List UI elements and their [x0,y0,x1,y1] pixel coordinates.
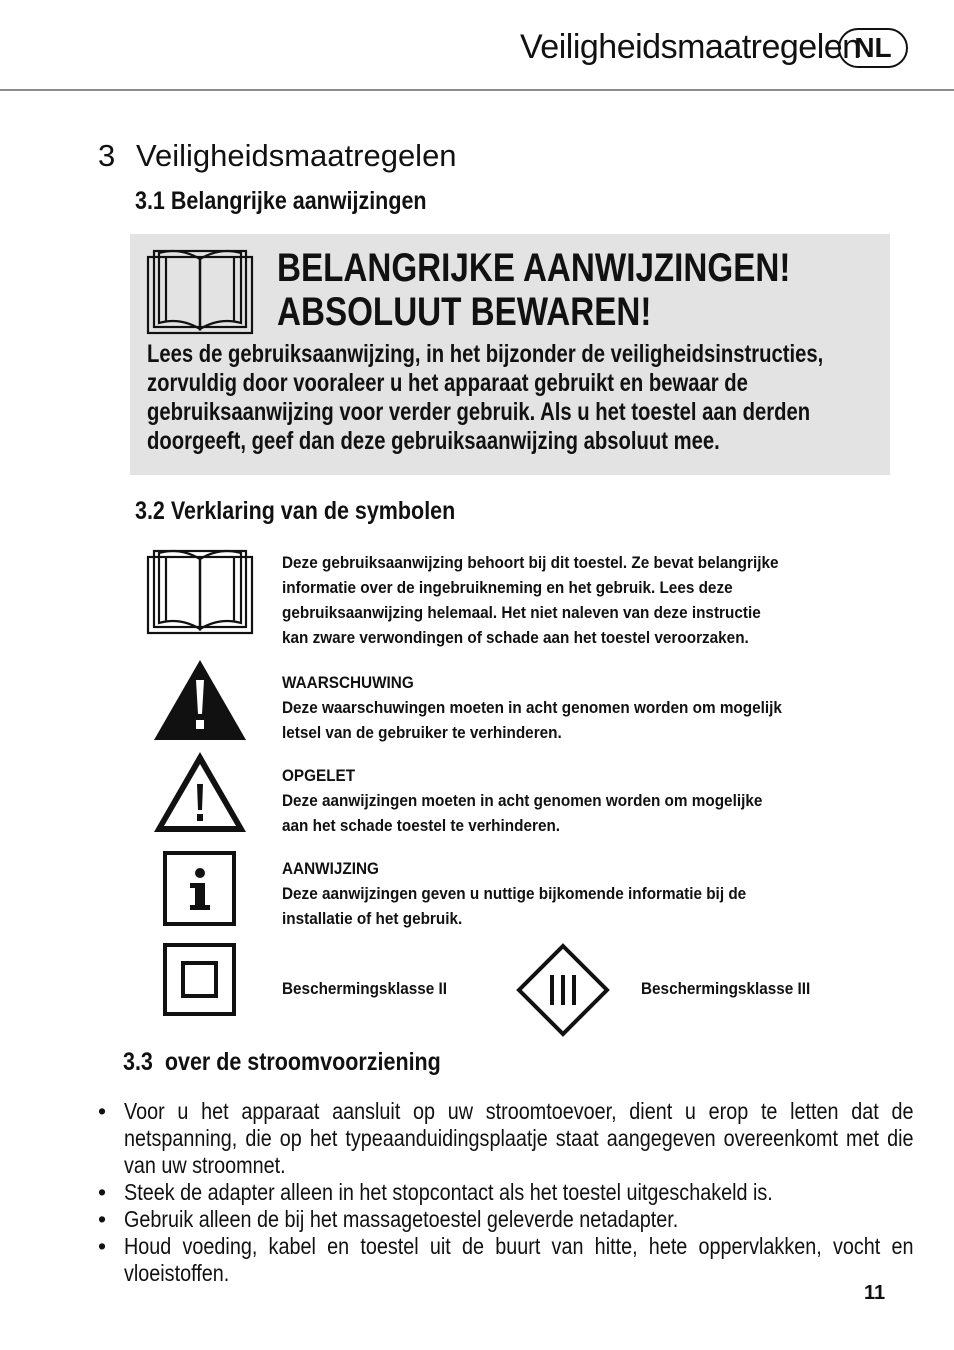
warning-filled-icon [152,658,248,742]
book-icon [146,245,254,335]
symbol-text-line: letsel van de gebruiker te verhinderen. [282,723,562,742]
notice-body [147,340,954,456]
symbol-description-warning [282,670,837,745]
protection-label: Beschermingsklasse II [282,979,447,998]
list-item-text: • Voor u het apparaat aansluit op uw stroomtoevoer, dient u erop te letten dat de netspanning, die op het typeaanduidingsplaatje staat aangegeven overeenkomt met die van uw stroomnet. [124,1098,914,1178]
header-divider [0,89,954,91]
subsection-number: 3.3 [123,1048,153,1076]
notice-title [277,246,896,334]
section-number: 3 [98,138,116,173]
subsection-heading-3-2 [135,497,507,526]
protection-class-2-label [282,976,465,1001]
list-item [98,1233,914,1287]
symbol-text-line: installatie of het gebruik. [282,909,463,928]
symbol-label: AANWIJZING [282,859,379,878]
symbol-text-line: kan zware verwondingen of schade aan het toestel veroorzaken. [282,628,749,647]
protection-class-2-icon [163,943,236,1016]
notice-title-line: ABSOLUUT BEWAREN! [277,290,652,334]
subsection-heading-3-1 [135,187,474,216]
list-item [98,1179,888,1206]
list-item-text: • Houd voeding, kabel en toestel uit de buurt van hitte, hete oppervlakken, vocht en vloeistoffen. [124,1233,914,1286]
subsection-heading-3-3 [123,1048,493,1077]
symbol-description-manual [282,550,834,650]
symbol-text-line: Deze aanwijzingen moeten in acht genomen worden om mogelijke [282,791,763,810]
section-title: Veiligheidsmaatregelen [136,138,457,173]
running-header-title: Veiligheidsmaatregelen [520,28,861,66]
symbol-text-line: informatie over de ingebruikneming en het gebruik. Lees deze [282,578,733,597]
list-item [98,1098,914,1179]
subsection-title: 3.2 Verklaring van de symbolen [135,497,456,525]
symbol-text-line: Deze waarschuwingen moeten in acht genomen worden om mogelijk [282,698,782,717]
notice-body-line: Lees de gebruiksaanwijzing, in het bijzonder de veiligheidsinstructies, [147,340,824,368]
notice-body-line: gebruiksaanwijzing voor verder gebruik. Als u het toestel aan derden [147,398,811,426]
protection-class-3-label [641,976,829,1001]
symbol-description-caution [282,763,816,838]
list-item [98,1206,888,1233]
subsection-title: 3.1 Belangrijke aanwijzingen [135,187,427,215]
protection-label: Beschermingsklasse III [641,979,811,998]
symbol-text-line: Deze gebruiksaanwijzing behoort bij dit toestel. Ze bevat belangrijke [282,553,779,572]
caution-outline-icon [152,750,248,834]
symbol-text-line: aan het schade toestel te verhinderen. [282,816,561,835]
protection-class-3-icon [516,943,610,1037]
list-item-text: • Steek de adapter alleen in het stopcontact als het toestel uitgeschakeld is. [124,1179,773,1205]
symbol-label: WAARSCHUWING [282,673,414,692]
symbol-text-line: gebruiksaanwijzing helemaal. Het niet naleven van deze instructie [282,603,761,622]
language-badge: NL [838,28,908,68]
book-icon [146,545,254,635]
symbol-description-info [282,856,798,931]
power-supply-bullet-list [98,1098,914,1287]
section-heading [98,138,457,174]
notice-body-line: zorvuldig door vooraleer u het apparaat gebruikt en bewaar de [147,369,748,397]
notice-title-line: BELANGRIJKE AANWIJZINGEN! [277,246,791,290]
info-icon [163,851,236,926]
page-number: 11 [864,1282,886,1304]
subsection-title: over de stroomvoorziening [164,1048,441,1076]
symbol-text-line: Deze aanwijzingen geven u nuttige bijkomende informatie bij de [282,884,747,903]
list-item-text: • Gebruik alleen de bij het massagetoestel geleverde netadapter. [124,1206,679,1232]
notice-body-line: doorgeeft, geef dan deze gebruiksaanwijzing absoluut mee. [147,427,720,455]
symbol-label: OPGELET [282,766,356,785]
